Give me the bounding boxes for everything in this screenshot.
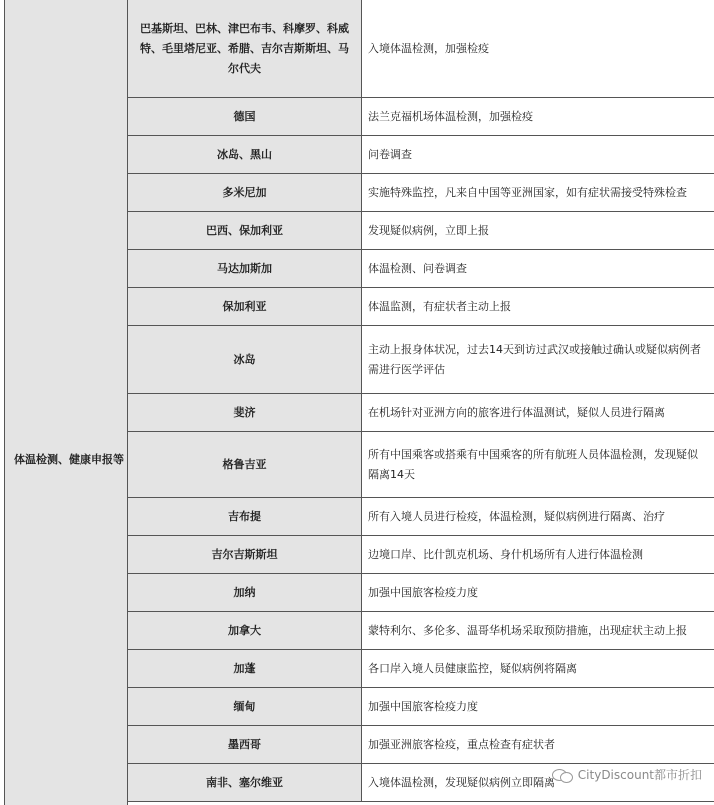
table-row — [128, 288, 714, 326]
country-cell: 保加利亚 — [128, 288, 362, 326]
country-cell: 吉布提 — [128, 498, 362, 536]
country-cell: 马达加斯加 — [128, 250, 362, 288]
measure-cell — [362, 136, 714, 174]
measure-cell — [362, 288, 714, 326]
country-cell: 冰岛、黑山 — [128, 136, 362, 174]
table-row — [128, 174, 714, 212]
measure-text: 蒙特利尔、多伦多、温哥华机场采取预防措施，出现症状主动上报 — [368, 623, 687, 637]
country-cell: 墨西哥 — [128, 726, 362, 764]
measure-text: 实施特殊监控，凡来自中国等亚洲国家，如有症状需接受特殊检查 — [368, 185, 687, 199]
measure-text: 在机场针对亚洲方向的旅客进行体温测试，疑似人员进行隔离 — [368, 405, 665, 419]
table-row — [128, 574, 714, 612]
measure-cell — [362, 98, 714, 136]
country-cell: 吉尔吉斯斯坦 — [128, 536, 362, 574]
measure-text: 各口岸入境人员健康监控，疑似病例将隔离 — [368, 661, 577, 675]
measure-cell — [362, 688, 714, 726]
country-cell: 巴西、保加利亚 — [128, 212, 362, 250]
measure-text: 边境口岸、比什凯克机场、身什机场所有人进行体温检测 — [368, 547, 643, 561]
measure-cell — [362, 0, 714, 98]
measure-cell — [362, 574, 714, 612]
measure-text: 加强亚洲旅客检疫，重点检查有症状者 — [368, 737, 555, 751]
country-cell: 巴基斯坦、巴林、津巴布韦、科摩罗、科威特、毛里塔尼亚、希腊、吉尔吉斯斯坦、马尔代夫 — [128, 0, 362, 98]
table-row — [128, 432, 714, 498]
measure-cell — [362, 394, 714, 432]
table-row — [128, 688, 714, 726]
country-cell: 南非、塞尔维亚 — [128, 764, 362, 802]
wechat-icon — [552, 767, 574, 783]
watermark — [552, 766, 702, 783]
measure-cell — [362, 326, 714, 394]
table-row — [128, 650, 714, 688]
measure-text: 入境体温检测，加强检疫 — [368, 41, 489, 55]
table-row — [128, 0, 714, 98]
table-row — [128, 136, 714, 174]
measure-cell — [362, 650, 714, 688]
table-row — [128, 612, 714, 650]
country-cell: 多米尼加 — [128, 174, 362, 212]
measure-text: 入境体温检测，发现疑似病例立即隔离 — [368, 775, 555, 789]
measure-text: 主动上报身体状况，过去14天到访过武汉或接触过确认或疑似病例者需进行医学评估 — [368, 342, 701, 376]
measure-cell — [362, 250, 714, 288]
table-row — [128, 98, 714, 136]
measure-cell — [362, 432, 714, 498]
measure-text: 问卷调查 — [368, 147, 412, 161]
table-row — [128, 394, 714, 432]
table-row — [128, 250, 714, 288]
measure-cell — [362, 536, 714, 574]
table-row — [128, 326, 714, 394]
measure-text: 所有中国乘客或搭乘有中国乘客的所有航班人员体温检测，发现疑似隔离14天 — [368, 447, 698, 481]
measure-text: 体温检测、问卷调查 — [368, 261, 467, 275]
measure-cell — [362, 498, 714, 536]
measure-text: 加强中国旅客检疫力度 — [368, 699, 478, 713]
country-cell: 加拿大 — [128, 612, 362, 650]
country-cell: 德国 — [128, 98, 362, 136]
measure-cell — [362, 726, 714, 764]
table-row — [128, 498, 714, 536]
measure-text: 法兰克福机场体温检测，加强检疫 — [368, 109, 533, 123]
table-row — [128, 726, 714, 764]
measure-text: 加强中国旅客检疫力度 — [368, 585, 478, 599]
table-row — [128, 536, 714, 574]
country-cell: 斐济 — [128, 394, 362, 432]
country-cell: 冰岛 — [128, 326, 362, 394]
country-cell: 加蓬 — [128, 650, 362, 688]
measure-text: 所有入境人员进行检疫，体温检测，疑似病例进行隔离、治疗 — [368, 509, 665, 523]
country-cell: 加纳 — [128, 574, 362, 612]
measure-cell — [362, 174, 714, 212]
watermark-text: CityDiscount都市折扣 — [577, 768, 702, 782]
country-cell: 缅甸 — [128, 688, 362, 726]
table-row — [128, 212, 714, 250]
table-body — [128, 0, 714, 805]
measure-text: 体温监测，有症状者主动上报 — [368, 299, 511, 313]
country-cell: 格鲁吉亚 — [128, 432, 362, 498]
measure-text: 发现疑似病例，立即上报 — [368, 223, 489, 237]
measure-cell — [362, 612, 714, 650]
measure-cell — [362, 212, 714, 250]
category-column — [4, 0, 128, 805]
category-label: 体温检测、健康申报等 — [14, 453, 124, 466]
